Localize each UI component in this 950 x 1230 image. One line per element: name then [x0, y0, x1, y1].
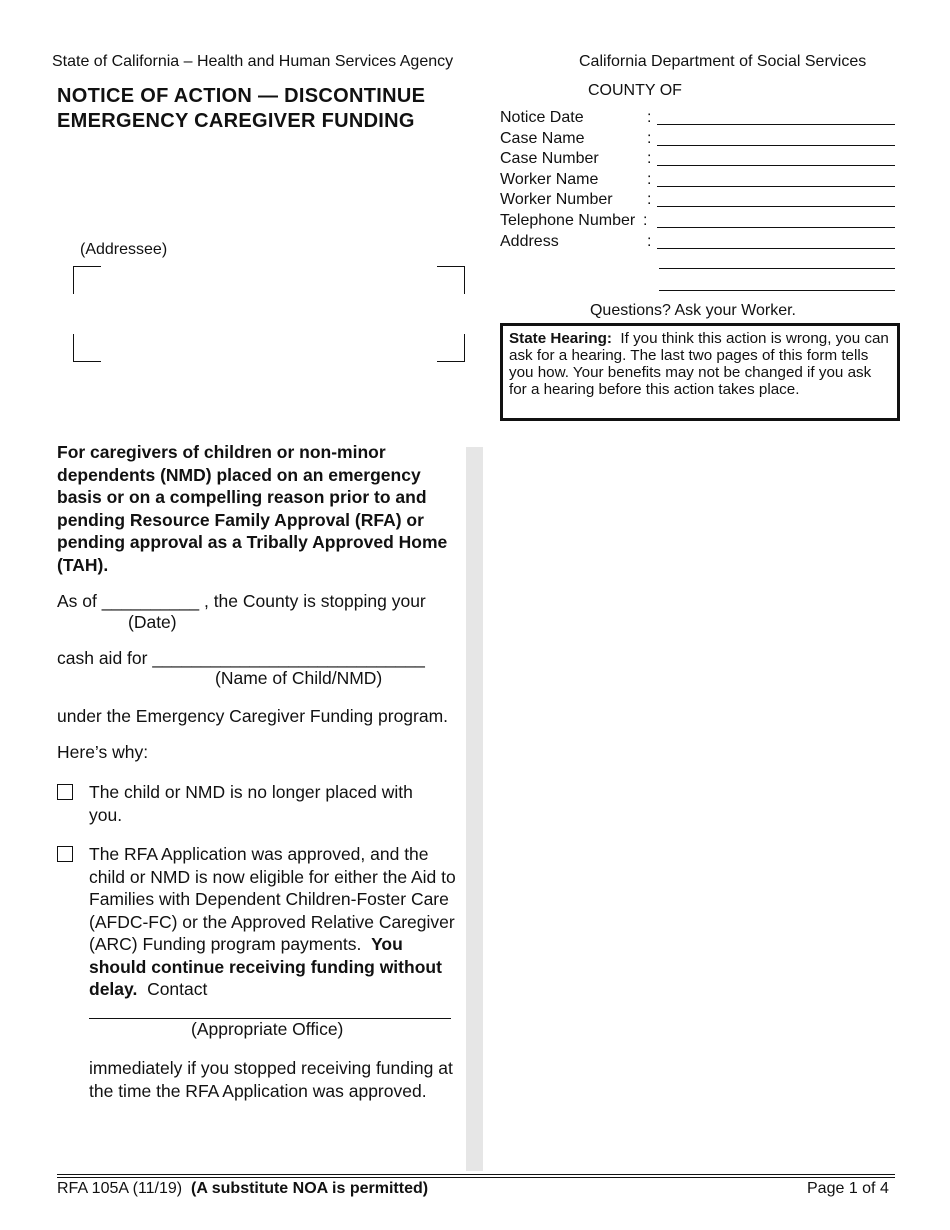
title-line-2: EMERGENCY CAREGIVER FUNDING: [57, 110, 415, 132]
agency-name: State of California – Health and Human Services Agency: [52, 53, 454, 70]
field-notice-date: [500, 108, 900, 129]
field-label: Worker Name: [500, 170, 599, 188]
address-line-2[interactable]: [659, 268, 895, 269]
footer-form-id: [57, 1180, 428, 1198]
program-line: under the Emergency Caregiver Funding program.: [57, 706, 449, 726]
date-caption: (Date): [128, 612, 177, 632]
reason-2-text: [89, 843, 464, 1001]
addressee-label: (Addressee): [80, 241, 168, 258]
address-window-corner: [73, 266, 101, 294]
margin-bar: [466, 447, 483, 1171]
questions-text: Questions? Ask your Worker.: [589, 302, 796, 319]
field-colon: :: [647, 150, 652, 168]
footer-divider: [57, 1174, 895, 1175]
case-name-line[interactable]: [657, 145, 895, 146]
department-name: California Department of Social Services: [579, 53, 867, 70]
substitute-note: (A substitute NOA is permitted): [191, 1180, 429, 1197]
worker-name-line[interactable]: [657, 186, 895, 187]
address-window-corner: [437, 334, 465, 362]
footer-divider: [57, 1177, 895, 1178]
page-number: Page 1 of 4: [807, 1180, 889, 1197]
field-label: Worker Number: [500, 191, 613, 209]
field-worker-number: [500, 190, 900, 211]
as-of-line: [57, 590, 467, 613]
field-address: [500, 232, 900, 253]
notice-date-line[interactable]: [657, 124, 895, 125]
state-hearing-heading: State Hearing:: [509, 330, 612, 347]
address-window-corner: [73, 334, 101, 362]
page-title: [57, 84, 477, 134]
field-label: Address: [500, 232, 559, 250]
field-label: Case Name: [500, 129, 585, 147]
as-of-suffix: , the County is stopping your: [203, 591, 426, 611]
case-number-line[interactable]: [657, 165, 895, 166]
field-colon: :: [647, 232, 652, 250]
appropriate-office-caption: (Appropriate Office): [191, 1019, 344, 1039]
field-colon: :: [647, 129, 652, 147]
reason-1-text: The child or NMD is no longer placed with you.: [89, 782, 413, 825]
field-worker-name: [500, 170, 900, 191]
field-colon: :: [647, 109, 652, 126]
date-blank[interactable]: __________: [101, 591, 200, 611]
state-hearing-text: If you think this action is wrong, you can ask for a hearing. The last two pages of this form tells you how. Your benefits may not be changed if you ask for a hearing before this action takes place.: [509, 330, 889, 398]
county-label: COUNTY OF: [588, 82, 682, 99]
field-label: Telephone Number: [500, 211, 636, 229]
reason-1-checkbox[interactable]: [57, 784, 73, 800]
address-line-3[interactable]: [659, 290, 895, 291]
child-name-blank[interactable]: ____________________________: [152, 648, 425, 668]
field-label: Case Number: [500, 150, 599, 168]
heres-why: Here’s why:: [57, 742, 149, 762]
reason-2-contact: Contact: [147, 979, 208, 999]
title-line-1: NOTICE OF ACTION — DISCONTINUE: [57, 85, 426, 107]
address-line-1[interactable]: [657, 248, 895, 249]
reason-2-bold: You should continue receiving funding without delay.: [89, 934, 442, 999]
field-telephone-number: [500, 211, 900, 232]
telephone-number-line[interactable]: [657, 227, 895, 228]
reason-2-checkbox[interactable]: [57, 846, 73, 862]
field-colon: :: [643, 211, 648, 229]
field-colon: :: [647, 170, 652, 188]
field-case-number: [500, 149, 900, 170]
state-hearing-box: [500, 323, 900, 421]
field-case-name: [500, 129, 900, 150]
cash-aid-line: [57, 647, 467, 670]
as-of-prefix: As of: [57, 591, 97, 611]
reason-2-plain: The RFA Application was approved, and the child or NMD is now eligible for either the Aid to Families with Dependent Children-Foster Care (AFDC-FC) or the Approved Relative Caregiver (ARC) Funding program payments.: [89, 844, 456, 954]
cash-aid-prefix: cash aid for: [57, 648, 148, 668]
address-window-corner: [437, 266, 465, 294]
form-number: RFA 105A (11/19): [57, 1180, 183, 1197]
child-name-caption: (Name of Child/NMD): [215, 668, 383, 688]
reason-2-tail: immediately if you stopped receiving funding at the time the RFA Application was approved.: [89, 1058, 453, 1101]
worker-number-line[interactable]: [657, 206, 895, 207]
field-colon: :: [647, 191, 652, 209]
notice-fields: [500, 108, 900, 252]
field-label: Notice Date: [500, 109, 584, 126]
intro-paragraph: For caregivers of children or non-minor dependents (NMD) placed on an emergency basis or on a compelling reason prior to and pending Resource Family Approval (RFA) or pending approval as a Tribally Approved Home (TAH).: [57, 442, 448, 575]
